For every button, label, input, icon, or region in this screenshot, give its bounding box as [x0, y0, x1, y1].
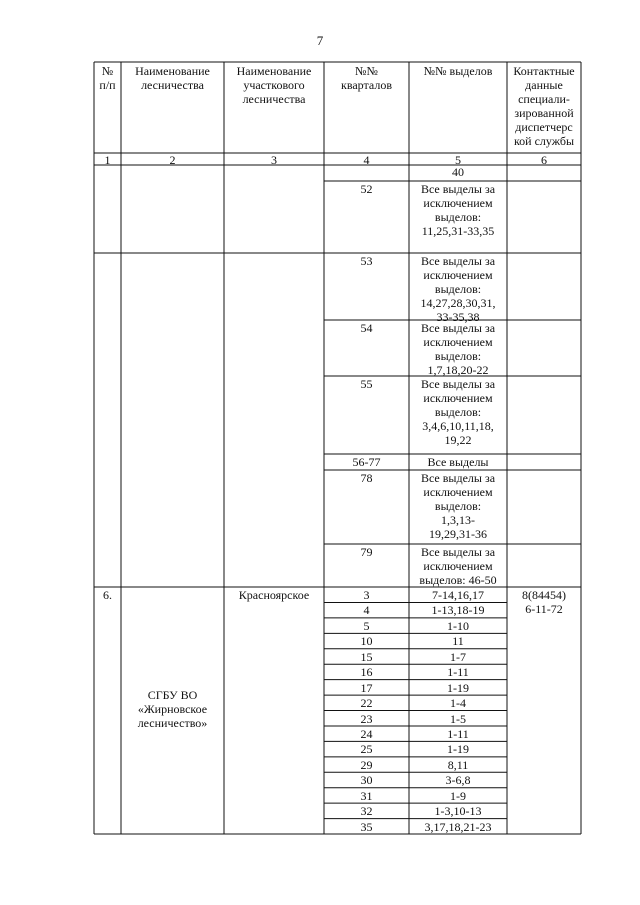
plots-cell: 1-3,10-13 — [434, 804, 482, 819]
quarter-cell: 3 — [363, 588, 370, 602]
plots-cell: выделов: — [434, 499, 482, 513]
plots-cell: 1-5 — [450, 711, 466, 726]
plots-cell: выделов: — [434, 210, 482, 224]
plots-cell: Все выделы за — [420, 321, 496, 335]
column-number: 1 — [104, 153, 111, 167]
forestry-name: «Жирновское — [137, 702, 208, 716]
plots-cell: 1-11 — [447, 726, 469, 741]
plots-cell: 3,4,6,10,11,18, — [422, 419, 494, 433]
plots-cell: 19,22 — [444, 433, 472, 447]
plots-cell: 11,25,31-33,35 — [421, 224, 495, 238]
header-quarters: кварталов — [341, 78, 392, 92]
plots-cell: 1-13,18-19 — [431, 603, 485, 618]
header-district: лесничества — [242, 92, 306, 106]
quarter-cell: 29 — [360, 757, 373, 772]
plots-cell: 33-35,38 — [436, 310, 480, 324]
forestry-name: лесничество» — [137, 716, 208, 730]
quarter-cell: 31 — [360, 788, 373, 803]
header-district: участкового — [243, 78, 305, 92]
plots-cell: 1-7 — [450, 649, 466, 664]
quarter-cell: 5 — [363, 618, 370, 633]
quarter-cell: 17 — [360, 680, 373, 695]
plots-cell: 1-4 — [450, 696, 466, 711]
header-contacts: зированной — [514, 106, 574, 120]
plots-cell: 7-14,16,17 — [432, 588, 484, 602]
header-contacts: диспетчерс — [515, 120, 573, 134]
plots-cell: 3,17,18,21-23 — [424, 819, 492, 834]
column-number: 6 — [541, 153, 547, 167]
quarter-cell: 4 — [363, 603, 370, 618]
quarter-cell: 56-77 — [352, 455, 381, 469]
quarter-cell: 16 — [360, 665, 373, 680]
quarter-cell: 78 — [360, 471, 373, 485]
header-contacts: специали- — [518, 92, 570, 106]
header-contacts: Контактные — [513, 64, 575, 78]
quarter-cell: 24 — [360, 726, 373, 741]
plots-cell: 1-9 — [450, 788, 466, 803]
column-number: 4 — [363, 153, 370, 167]
plots-cell: исключением — [423, 485, 493, 499]
contact-info: 8(84454) — [522, 588, 566, 602]
plots-cell: 3-6,8 — [445, 773, 471, 788]
forestry-name: СГБУ ВО — [147, 688, 198, 702]
plots-cell: Все выделы за — [420, 254, 496, 268]
plots-cell: 1-10 — [447, 618, 469, 633]
plots-cell: 1,3,13- — [441, 513, 475, 527]
header-contacts: данные — [525, 78, 563, 92]
plots-cell: Все выделы за — [420, 471, 496, 485]
quarter-cell: 53 — [360, 254, 373, 268]
plots-cell: 8,11 — [447, 757, 469, 772]
quarter-cell: 52 — [360, 182, 373, 196]
plots-cell: 40 — [452, 165, 464, 179]
header-contacts: кой службы — [513, 134, 575, 148]
plots-cell: исключением — [423, 335, 493, 349]
quarter-cell: 15 — [360, 649, 373, 664]
quarter-cell: 22 — [360, 696, 373, 711]
column-number: 2 — [169, 153, 176, 167]
header-no: № — [101, 64, 114, 78]
plots-cell: Все выделы за — [420, 182, 496, 196]
quarter-cell: 54 — [360, 321, 373, 335]
plots-cell: 1-11 — [447, 665, 469, 680]
column-number: 3 — [271, 153, 277, 167]
plots-cell: выделов: 46-50 — [419, 573, 497, 587]
plots-cell: исключением — [423, 391, 493, 405]
header-forestry: Наименование — [135, 64, 210, 78]
plots-cell: Все выделы за — [420, 545, 496, 559]
entry-number: 6. — [103, 588, 112, 602]
header-district: Наименование — [236, 64, 312, 78]
header-plots: №№ выделов — [423, 64, 493, 78]
plots-cell: исключением — [423, 268, 493, 282]
plots-cell: 1-19 — [447, 680, 469, 695]
header-forestry: лесничества — [141, 78, 204, 92]
quarter-cell: 32 — [360, 804, 373, 819]
quarter-cell: 30 — [360, 773, 373, 788]
plots-cell: 19,29,31-36 — [429, 527, 487, 541]
plots-cell: 14,27,28,30,31, — [420, 296, 496, 310]
plots-cell: Все выделы — [427, 455, 489, 469]
column-number: 5 — [455, 153, 461, 167]
page-number: 7 — [316, 33, 324, 48]
plots-cell: 1-19 — [447, 742, 469, 757]
plots-cell: исключением — [423, 559, 493, 573]
header-no: п/п — [99, 78, 116, 92]
quarter-cell: 23 — [360, 711, 373, 726]
quarter-cell: 35 — [360, 819, 373, 834]
header-quarters: №№ — [355, 64, 378, 78]
quarter-cell: 25 — [360, 742, 373, 757]
plots-cell: выделов: — [434, 349, 482, 363]
quarter-cell: 55 — [360, 377, 373, 391]
quarter-cell: 10 — [360, 634, 373, 649]
plots-cell: Все выделы за — [420, 377, 496, 391]
district-name: Красноярское — [238, 588, 310, 602]
quarter-cell: 79 — [360, 545, 373, 559]
plots-cell: выделов: — [434, 405, 482, 419]
contact-info: 6-11-72 — [525, 602, 563, 616]
plots-cell: исключением — [423, 196, 493, 210]
plots-cell: 1,7,18,20-22 — [427, 363, 489, 377]
plots-cell: выделов: — [434, 282, 482, 296]
plots-cell: 11 — [452, 634, 464, 649]
